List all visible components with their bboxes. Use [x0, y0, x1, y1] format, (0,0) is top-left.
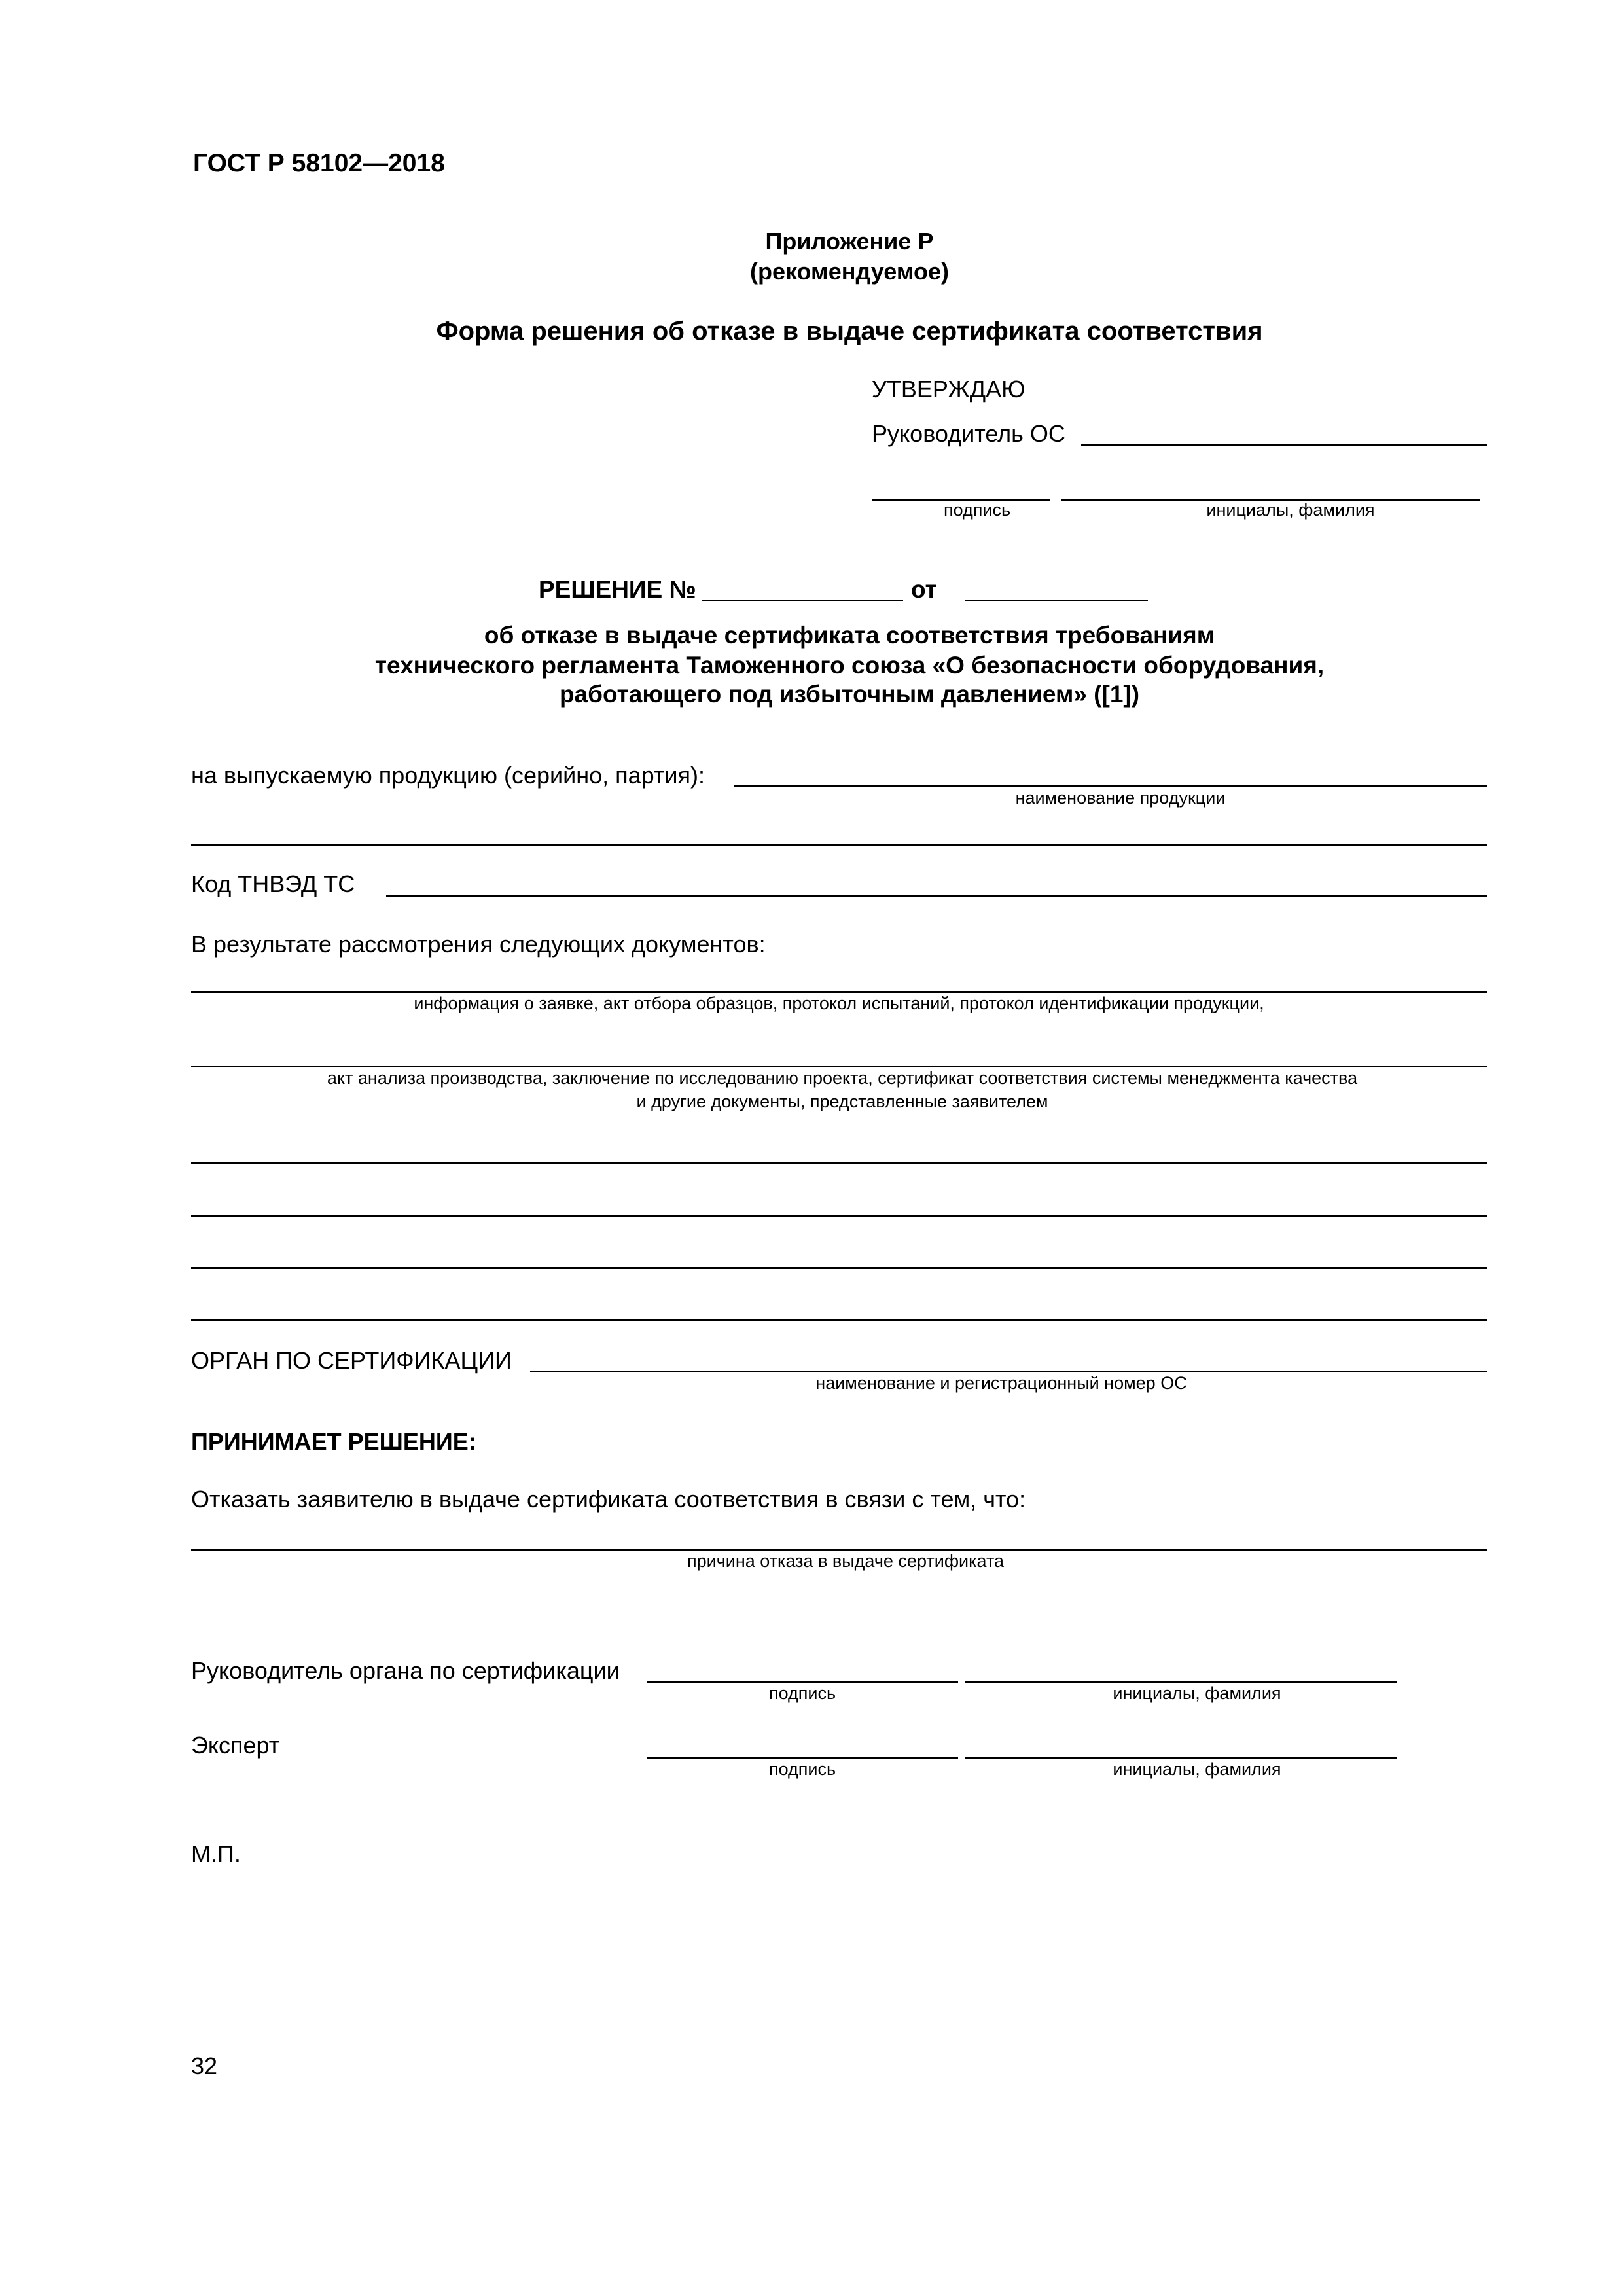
decision-subtitle-line2: технического регламента Таможенного союза «О безопасности оборудования, — [374, 652, 1325, 679]
accepts-label: ПРИНИМАЕТ РЕШЕНИЕ: — [191, 1428, 476, 1455]
documents-line4 — [191, 1215, 1487, 1217]
decision-date-label: от — [911, 576, 937, 603]
head-name-caption: инициалы, фамилия — [1113, 1683, 1281, 1703]
stamp-label: М.П. — [191, 1840, 241, 1867]
signatures-head-label: Руководитель органа по сертификации — [191, 1657, 620, 1684]
documents-line6 — [191, 1319, 1487, 1321]
approve-label: УТВЕРЖДАЮ — [872, 376, 1026, 403]
product-label: на выпускаемую продукцию (серийно, партия): — [191, 762, 705, 789]
product-caption: наименование продукции — [1015, 788, 1226, 808]
documents-caption2-line2: и другие документы, представленные заявителем — [636, 1092, 1048, 1111]
organ-label: ОРГАН ПО СЕРТИФИКАЦИИ — [191, 1347, 512, 1374]
documents-caption2-line1: акт анализа производства, заключение по исследованию проекта, сертификат соответствия системы менеджмента качества — [327, 1068, 1358, 1088]
standard-id: ГОСТ Р 58102—2018 — [193, 149, 445, 177]
refusal-line — [191, 1549, 1487, 1551]
expert-signature-line — [647, 1757, 958, 1759]
decision-number-label: РЕШЕНИЕ № — [539, 576, 696, 603]
decision-date-line — [965, 600, 1148, 601]
tnved-label: Код ТНВЭД ТС — [191, 870, 355, 897]
page-number: 32 — [191, 2053, 218, 2079]
approval-head-label: Руководитель ОС — [872, 420, 1065, 447]
head-signature-line — [647, 1681, 958, 1683]
product-name-line — [734, 785, 1487, 787]
head-signature-caption: подпись — [768, 1683, 836, 1703]
documents-line2 — [191, 1066, 1487, 1067]
approval-signature-caption: подпись — [943, 500, 1011, 520]
approval-head-line — [1081, 444, 1487, 446]
expert-signature-caption: подпись — [768, 1759, 836, 1779]
decision-subtitle-line3: работающего под избыточным давлением» ([1]) — [559, 681, 1140, 708]
form-title: Форма решения об отказе в выдаче сертификата соответствия — [436, 317, 1263, 346]
decision-subtitle-line1: об отказе в выдаче сертификата соответствия требованиям — [484, 622, 1215, 649]
approval-name-caption: инициалы, фамилия — [1206, 500, 1375, 520]
documents-line3 — [191, 1162, 1487, 1164]
tnved-line — [386, 895, 1487, 897]
organ-caption: наименование и регистрационный номер ОС — [815, 1373, 1187, 1393]
documents-caption1: информация о заявке, акт отбора образцов, протокол испытаний, протокол идентификации продукции, — [414, 994, 1264, 1013]
appendix-status: (рекомендуемое) — [750, 258, 949, 285]
documents-line1 — [191, 991, 1487, 993]
appendix-title: Приложение Р — [765, 228, 934, 255]
documents-line5 — [191, 1267, 1487, 1269]
signatures-expert-label: Эксперт — [191, 1732, 280, 1759]
organ-line — [530, 1371, 1487, 1372]
product-extra-line — [191, 844, 1487, 846]
expert-name-caption: инициалы, фамилия — [1113, 1759, 1281, 1779]
decision-number-line — [702, 600, 903, 601]
refusal-caption: причина отказа в выдаче сертификата — [687, 1551, 1005, 1571]
refusal-label: Отказать заявителю в выдаче сертификата соответствия в связи с тем, что: — [191, 1486, 1026, 1513]
documents-label: В результате рассмотрения следующих документов: — [191, 931, 766, 958]
expert-name-line — [965, 1757, 1397, 1759]
head-name-line — [965, 1681, 1397, 1683]
